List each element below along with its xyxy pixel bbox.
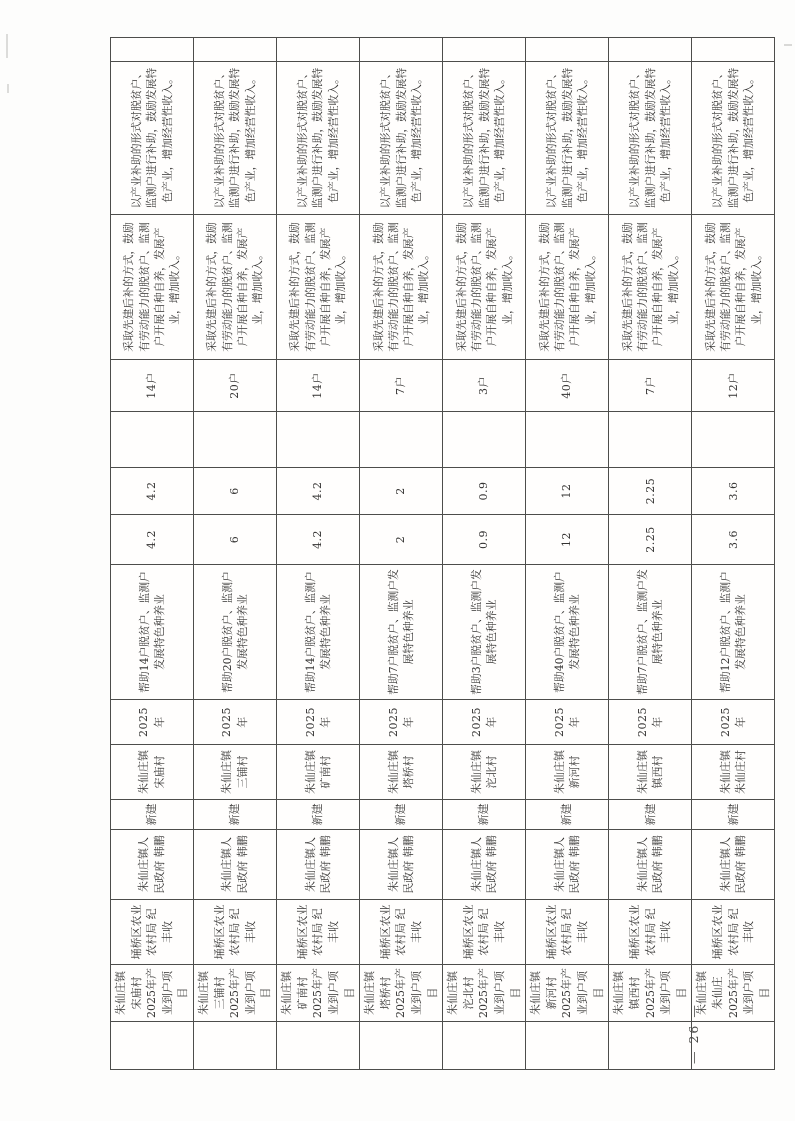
cell-measure: 采取先建后补的方式，鼓励有劳动能力的脱贫户、监测户开展自种自养，发展产业，增加收入。: [443, 215, 526, 360]
cell-amount-a: 12: [526, 515, 609, 565]
cell-households: 40户: [526, 360, 609, 412]
cell-location: 朱仙庄镇镇西村: [609, 745, 692, 800]
cell-measure: 采取先建后补的方式，鼓励有劳动能力的脱贫户、监测户开展自种自养，发展产业，增加收入。: [526, 215, 609, 360]
cell-project-name: 朱仙庄镇新河村2025年产业到户项目: [526, 965, 609, 1022]
cell-year: 2025年: [360, 700, 443, 745]
scan-artifact-mark: [6, 34, 8, 58]
cell-amount-b: 6: [194, 468, 277, 515]
cell-build-nature: 新建: [526, 800, 609, 830]
cell-households: 7户: [609, 360, 692, 412]
cell-amount-b: 4.2: [111, 468, 194, 515]
cell-location: 朱仙庄镇宋庙村: [111, 745, 194, 800]
cell-town-government: 朱仙庄镇人民政府 韩鹏: [692, 830, 775, 900]
cell-empty-b: [360, 412, 443, 468]
cell-measure: 采取先建后补的方式，鼓励有劳动能力的脱贫户、监测户开展自种自养，发展产业，增加收入。: [277, 215, 360, 360]
cell-empty-a: [609, 1022, 692, 1070]
table-row: [609, 38, 692, 1070]
cell-project-name: 朱仙庄镇镇西村2025年产业到户项目: [609, 965, 692, 1022]
table-row: [692, 38, 775, 1070]
cell-empty-c: [111, 38, 194, 62]
cell-empty-b: [443, 412, 526, 468]
project-table-body: [111, 38, 775, 1070]
cell-location: 朱仙庄镇沱北村: [443, 745, 526, 800]
cell-year: 2025年: [111, 700, 194, 745]
cell-location: 朱仙庄镇塔桥村: [360, 745, 443, 800]
cell-amount-a: 0.9: [443, 515, 526, 565]
cell-town-government: 朱仙庄镇人民政府 韩鹏: [194, 830, 277, 900]
cell-year: 2025年: [194, 700, 277, 745]
cell-build-nature: 新建: [111, 800, 194, 830]
cell-district-bureau: 埇桥区农业农村局 纪丰收: [443, 900, 526, 965]
cell-location: 朱仙庄镇新河村: [526, 745, 609, 800]
cell-task: 帮助14户脱贫户、监测户发展特色种养业: [111, 565, 194, 700]
cell-location: 朱仙庄镇矿南村: [277, 745, 360, 800]
cell-project-name: 朱仙庄镇塔桥村2025年产业到户项目: [360, 965, 443, 1022]
cell-build-nature: 新建: [692, 800, 775, 830]
cell-task: 帮助20户脱贫户、监测户发展特色种养业: [194, 565, 277, 700]
cell-task: 帮助3户脱贫户、监测户发展特色种养业: [443, 565, 526, 700]
cell-build-nature: 新建: [360, 800, 443, 830]
cell-district-bureau: 埇桥区农业农村局 纪丰收: [111, 900, 194, 965]
cell-amount-b: 4.2: [277, 468, 360, 515]
cell-households: 14户: [111, 360, 194, 412]
cell-empty-b: [526, 412, 609, 468]
cell-district-bureau: 埇桥区农业农村局 纪丰收: [360, 900, 443, 965]
cell-build-nature: 新建: [194, 800, 277, 830]
cell-location: 朱仙庄镇三铺村: [194, 745, 277, 800]
cell-year: 2025年: [526, 700, 609, 745]
cell-measure: 采取先建后补的方式，鼓励有劳动能力的脱贫户、监测户开展自种自养，发展产业，增加收入。: [194, 215, 277, 360]
cell-measure: 采取先建后补的方式，鼓励有劳动能力的脱贫户、监测户开展自种自养，发展产业，增加收入。: [360, 215, 443, 360]
cell-district-bureau: 埇桥区农业农村局 纪丰收: [526, 900, 609, 965]
cell-build-nature: 新建: [609, 800, 692, 830]
table-row: [277, 38, 360, 1070]
cell-year: 2025年: [609, 700, 692, 745]
table-row: [194, 38, 277, 1070]
cell-amount-a: 6: [194, 515, 277, 565]
cell-benefit: 以产业补助的形式对脱贫户、监测户进行补助，鼓励发展特色产业，增加经营性收入。: [194, 62, 277, 215]
cell-task: 帮助40户脱贫户、监测户发展特色种养业: [526, 565, 609, 700]
cell-measure: 采取先建后补的方式，鼓励有劳动能力的脱贫户、监测户开展自种自养，发展产业，增加收入。: [609, 215, 692, 360]
scan-artifact-mark: [7, 84, 9, 93]
cell-task: 帮助7户脱贫户、监测户发展特色种养业: [360, 565, 443, 700]
cell-amount-b: 2: [360, 468, 443, 515]
project-table: [110, 37, 775, 1070]
cell-empty-a: [277, 1022, 360, 1070]
cell-task: 帮助7户脱贫户、监测户发展特色种养业: [609, 565, 692, 700]
cell-empty-a: [443, 1022, 526, 1070]
cell-benefit: 以产业补助的形式对脱贫户、监测户进行补助，鼓励发展特色产业，增加经营性收入。: [443, 62, 526, 215]
cell-district-bureau: 埇桥区农业农村局 纪丰收: [194, 900, 277, 965]
table-row: [360, 38, 443, 1070]
table-row: [443, 38, 526, 1070]
cell-households: 14户: [277, 360, 360, 412]
table-row: [526, 38, 609, 1070]
cell-empty-b: [609, 412, 692, 468]
cell-measure: 采取先建后补的方式，鼓励有劳动能力的脱贫户、监测户开展自种自养，发展产业，增加收入。: [111, 215, 194, 360]
cell-empty-c: [526, 38, 609, 62]
cell-build-nature: 新建: [443, 800, 526, 830]
cell-empty-c: [194, 38, 277, 62]
cell-district-bureau: 埇桥区农业农村局 纪丰收: [277, 900, 360, 965]
cell-empty-b: [111, 412, 194, 468]
cell-amount-b: 2.25: [609, 468, 692, 515]
cell-district-bureau: 埇桥区农业农村局 纪丰收: [692, 900, 775, 965]
cell-year: 2025年: [277, 700, 360, 745]
cell-year: 2025年: [443, 700, 526, 745]
cell-empty-a: [692, 1022, 775, 1070]
cell-amount-a: 4.2: [111, 515, 194, 565]
cell-task: 帮助14户脱贫户、监测户发展特色种养业: [277, 565, 360, 700]
cell-households: 3户: [443, 360, 526, 412]
cell-amount-b: 3.6: [692, 468, 775, 515]
cell-benefit: 以产业补助的形式对脱贫户、监测户进行补助，鼓励发展特色产业，增加经营性收入。: [692, 62, 775, 215]
cell-amount-a: 2: [360, 515, 443, 565]
cell-project-name: 朱仙庄镇沱北村2025年产业到户项目: [443, 965, 526, 1022]
cell-project-name: 朱仙庄镇矿南村2025年产业到户项目: [277, 965, 360, 1022]
cell-town-government: 朱仙庄镇人民政府 韩鹏: [111, 830, 194, 900]
cell-district-bureau: 埇桥区农业农村局 纪丰收: [609, 900, 692, 965]
cell-empty-b: [692, 412, 775, 468]
cell-empty-b: [277, 412, 360, 468]
cell-empty-a: [194, 1022, 277, 1070]
cell-amount-a: 2.25: [609, 515, 692, 565]
cell-town-government: 朱仙庄镇人民政府 韩鹏: [443, 830, 526, 900]
page-number: — 26 —: [686, 1003, 701, 1064]
cell-empty-c: [277, 38, 360, 62]
cell-town-government: 朱仙庄镇人民政府 韩鹏: [277, 830, 360, 900]
cell-benefit: 以产业补助的形式对脱贫户、监测户进行补助，鼓励发展特色产业，增加经营性收入。: [526, 62, 609, 215]
cell-empty-b: [194, 412, 277, 468]
cell-empty-a: [360, 1022, 443, 1070]
cell-task: 帮助12户脱贫户、监测户发展特色种养业: [692, 565, 775, 700]
cell-benefit: 以产业补助的形式对脱贫户、监测户进行补助，鼓励发展特色产业，增加经营性收入。: [609, 62, 692, 215]
cell-build-nature: 新建: [277, 800, 360, 830]
cell-amount-b: 0.9: [443, 468, 526, 515]
cell-amount-a: 4.2: [277, 515, 360, 565]
cell-empty-c: [692, 38, 775, 62]
cell-town-government: 朱仙庄镇人民政府 韩鹏: [609, 830, 692, 900]
cell-empty-c: [443, 38, 526, 62]
cell-amount-a: 3.6: [692, 515, 775, 565]
cell-households: 7户: [360, 360, 443, 412]
cell-location: 朱仙庄镇朱仙庄村: [692, 745, 775, 800]
cell-town-government: 朱仙庄镇人民政府 韩鹏: [526, 830, 609, 900]
cell-project-name: 朱仙庄镇三铺村2025年产业到户项目: [194, 965, 277, 1022]
table-row: [111, 38, 194, 1070]
cell-benefit: 以产业补助的形式对脱贫户、监测户进行补助，鼓励发展特色产业，增加经营性收入。: [360, 62, 443, 215]
cell-benefit: 以产业补助的形式对脱贫户、监测户进行补助，鼓励发展特色产业，增加经营性收入。: [111, 62, 194, 215]
cell-project-name: 朱仙庄镇朱仙庄2025年产业到户项目: [692, 965, 775, 1022]
cell-households: 20户: [194, 360, 277, 412]
cell-year: 2025年: [692, 700, 775, 745]
cell-empty-a: [111, 1022, 194, 1070]
cell-project-name: 朱仙庄镇宋庙村2025年产业到户项目: [111, 965, 194, 1022]
cell-town-government: 朱仙庄镇人民政府 韩鹏: [360, 830, 443, 900]
cell-benefit: 以产业补助的形式对脱贫户、监测户进行补助，鼓励发展特色产业，增加经营性收入。: [277, 62, 360, 215]
cell-empty-a: [526, 1022, 609, 1070]
cell-households: 12户: [692, 360, 775, 412]
cell-empty-c: [360, 38, 443, 62]
cell-amount-b: 12: [526, 468, 609, 515]
cell-empty-c: [609, 38, 692, 62]
cell-measure: 采取先建后补的方式，鼓励有劳动能力的脱贫户、监测户开展自种自养，发展产业，增加收入。: [692, 215, 775, 360]
